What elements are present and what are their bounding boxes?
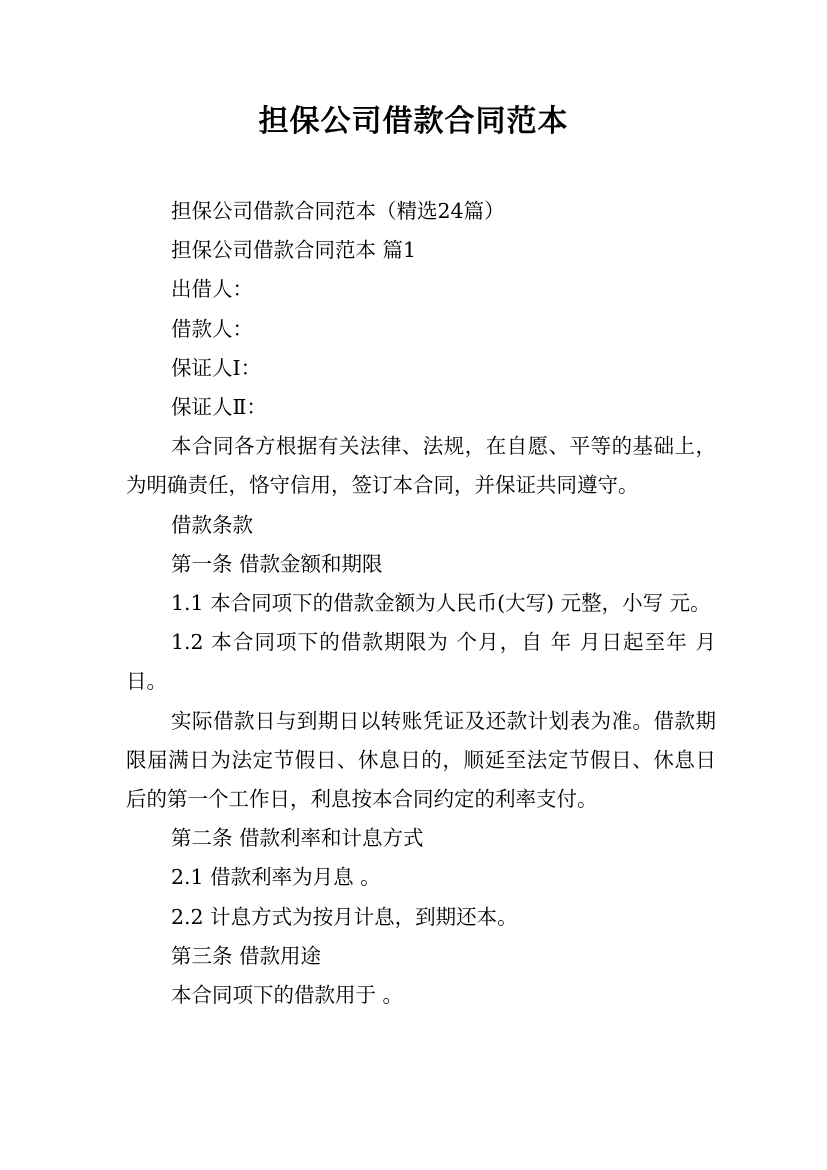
- paragraph-clause-1-1: 1.1 本合同项下的借款金额为人民币(大写) 元整，小写 元。: [171, 591, 711, 616]
- paragraph-subtitle: 担保公司借款合同范本（精选24篇）: [171, 199, 505, 223]
- paragraph-guarantor-2: 保证人Ⅱ：: [171, 395, 267, 420]
- paragraph-borrower: 借款人：: [171, 316, 253, 341]
- paragraph-clause-2-2: 2.2 计息方式为按月计息，到期还本。: [171, 904, 518, 929]
- paragraph-actual-date: 实际借款日与到期日以转账凭证及还款计划表为准。借款期限届满日为法定节假日、休息日的，顺延至法定节假日、休息日后的第一个工作日，利息按本合同约定的利率支付。: [126, 708, 716, 812]
- paragraph-clause-2-1: 2.1 借款利率为月息 。: [171, 865, 381, 890]
- paragraph-clause-1-2: 1.2 本合同项下的借款期限为 个月，自 年 月日起至年 月 日。: [126, 630, 716, 694]
- paragraph-preamble: 本合同各方根据有关法律、法规，在自愿、平等的基础上，为明确责任，恪守信用，签订本合同，并保证共同遵守。: [126, 434, 716, 498]
- paragraph-terms-heading: 借款条款: [171, 512, 253, 537]
- document-body: [126, 192, 716, 1015]
- document-title: 担保公司借款合同范本: [258, 104, 569, 139]
- paragraph-loan-purpose: 本合同项下的借款用于 。: [171, 983, 404, 1008]
- paragraph-section-heading: 担保公司借款合同范本 篇1: [171, 238, 417, 263]
- paragraph-lender: 出借人：: [171, 277, 253, 302]
- paragraph-guarantor-1: 保证人Ⅰ：: [171, 355, 262, 380]
- paragraph-article-2: 第二条 借款利率和计息方式: [171, 826, 424, 851]
- paragraph-article-1: 第一条 借款金额和期限: [171, 551, 383, 576]
- paragraph-article-3: 第三条 借款用途: [171, 943, 322, 968]
